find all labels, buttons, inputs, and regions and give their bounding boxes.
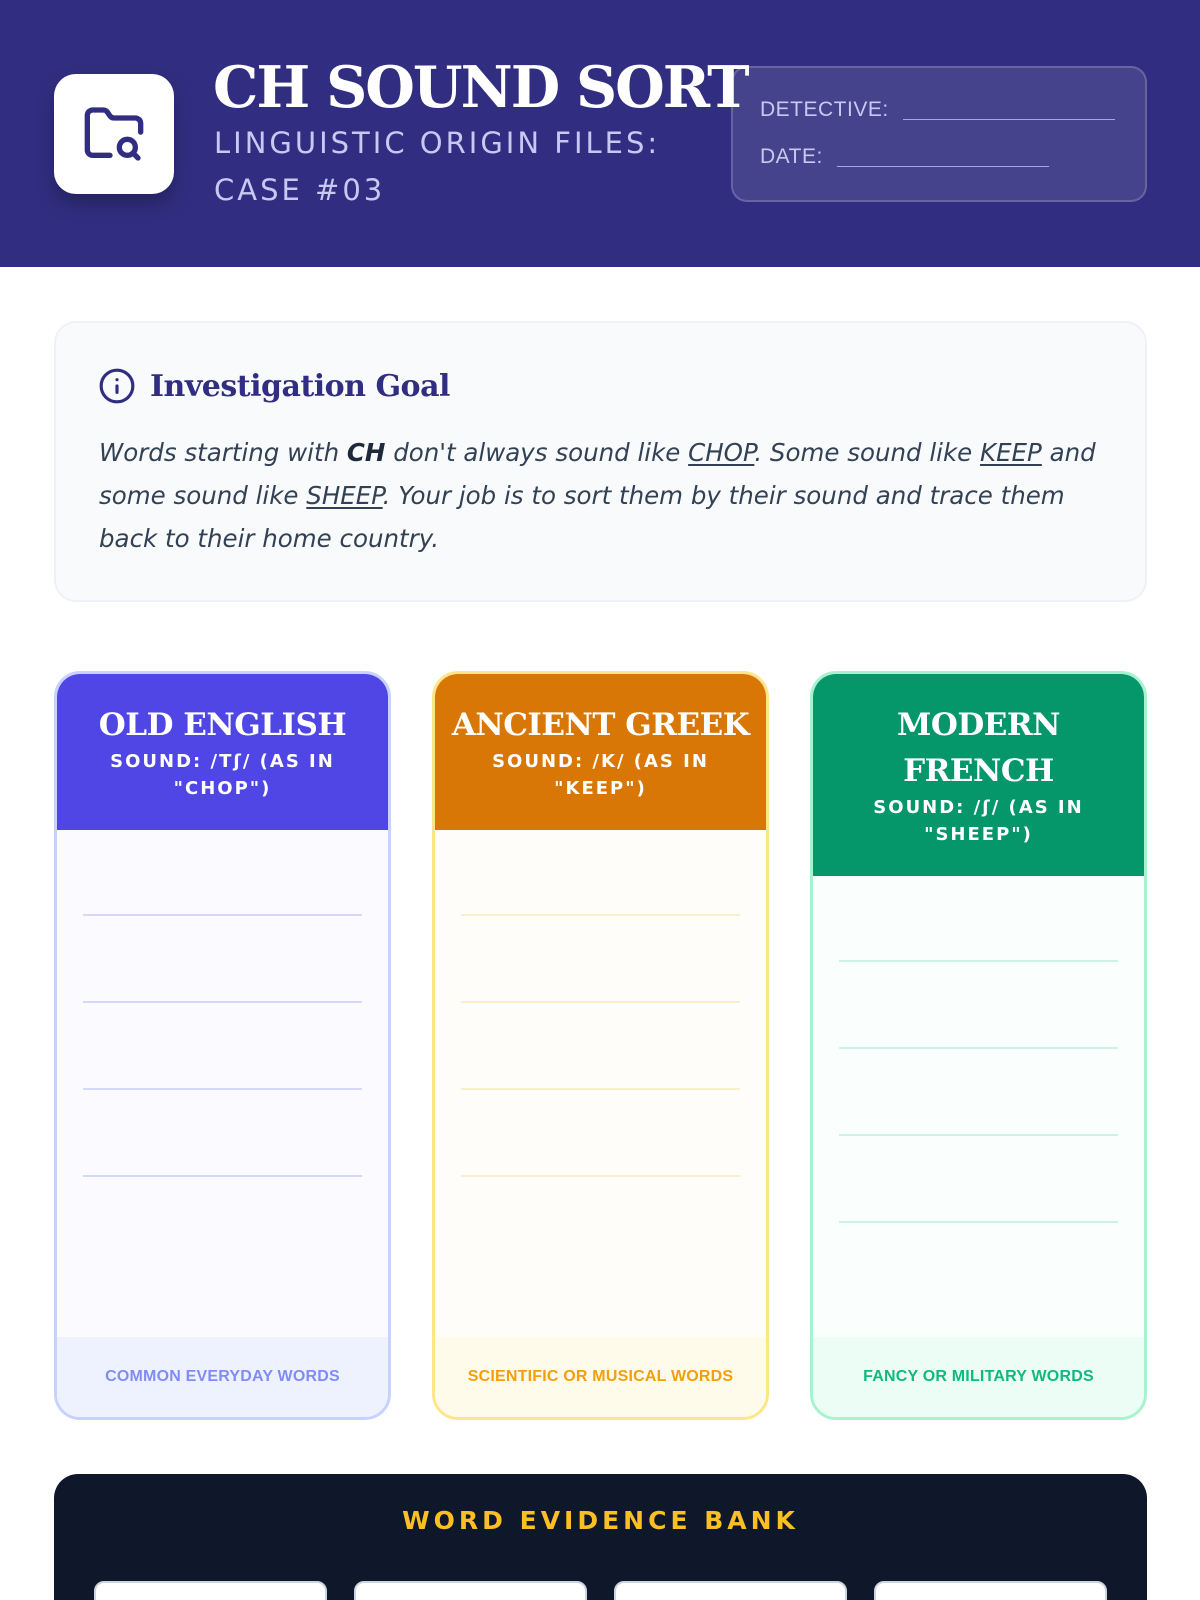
write-line[interactable] [461,1088,740,1090]
goal-description: Words starting with CH don't always sound like CHOP. Some sound like KEEP and some sound like SHEEP. Your job is to sort them by their sound and trace them back to their home country. [99,438,1096,553]
column-writing-area[interactable] [57,830,388,1340]
column-modern-french [810,671,1147,1420]
date-row [760,145,1049,169]
column-footer: SCIENTIFIC OR MUSICAL WORDS [435,1337,766,1417]
sheep-example: SHEEP [306,481,383,510]
goal-title: Investigation Goal [150,368,450,404]
case-info-box [731,66,1147,202]
word-card[interactable] [354,1581,587,1600]
column-title: MODERN FRENCH [897,707,1060,789]
write-line[interactable] [461,914,740,916]
column-title: OLD ENGLISH [98,707,347,743]
detective-row [760,98,1115,122]
date-field[interactable] [837,166,1049,167]
column-ancient-greek [432,671,769,1420]
info-icon [98,367,136,405]
column-header [57,674,388,830]
word-card[interactable] [874,1581,1107,1600]
column-sound: SOUND: /ʃ/ (AS IN "SHEEP") [873,797,1084,845]
column-sound: SOUND: /Tʃ/ (AS IN "CHOP") [110,751,335,799]
folder-search-icon [82,102,146,166]
column-footer: FANCY OR MILITARY WORDS [813,1337,1144,1417]
write-line[interactable] [839,960,1118,962]
logo-tile [54,74,174,194]
column-writing-area[interactable] [813,876,1144,1340]
write-line[interactable] [83,1001,362,1003]
detective-label: DETECTIVE: [760,98,889,121]
write-line[interactable] [839,1047,1118,1049]
investigation-goal-card [54,321,1147,602]
page-subtitle: LINGUISTIC ORIGIN FILES: CASE #03 [214,126,661,207]
word-evidence-bank [54,1474,1147,1600]
word-bank-title: WORD EVIDENCE BANK [402,1506,799,1535]
write-line[interactable] [839,1134,1118,1136]
column-sound: SOUND: /K/ (AS IN "KEEP") [492,751,709,799]
column-footer: COMMON EVERYDAY WORDS [57,1337,388,1417]
column-old-english [54,671,391,1420]
write-line[interactable] [839,1221,1118,1223]
date-label: DATE: [760,145,823,168]
write-line[interactable] [83,1088,362,1090]
ch-keyword: CH [346,438,386,467]
write-line[interactable] [461,1001,740,1003]
keep-example: KEEP [980,438,1042,467]
word-card[interactable] [94,1581,327,1600]
word-card[interactable] [614,1581,847,1600]
page-header [0,0,1200,267]
goal-heading [98,367,450,405]
chop-example: CHOP [688,438,755,467]
detective-field[interactable] [903,119,1115,120]
page-title: CH SOUND SORT [213,54,748,121]
column-writing-area[interactable] [435,830,766,1340]
column-title: ANCIENT GREEK [451,707,750,743]
column-header [435,674,766,830]
write-line[interactable] [461,1175,740,1177]
write-line[interactable] [83,914,362,916]
write-line[interactable] [83,1175,362,1177]
column-header [813,674,1144,876]
